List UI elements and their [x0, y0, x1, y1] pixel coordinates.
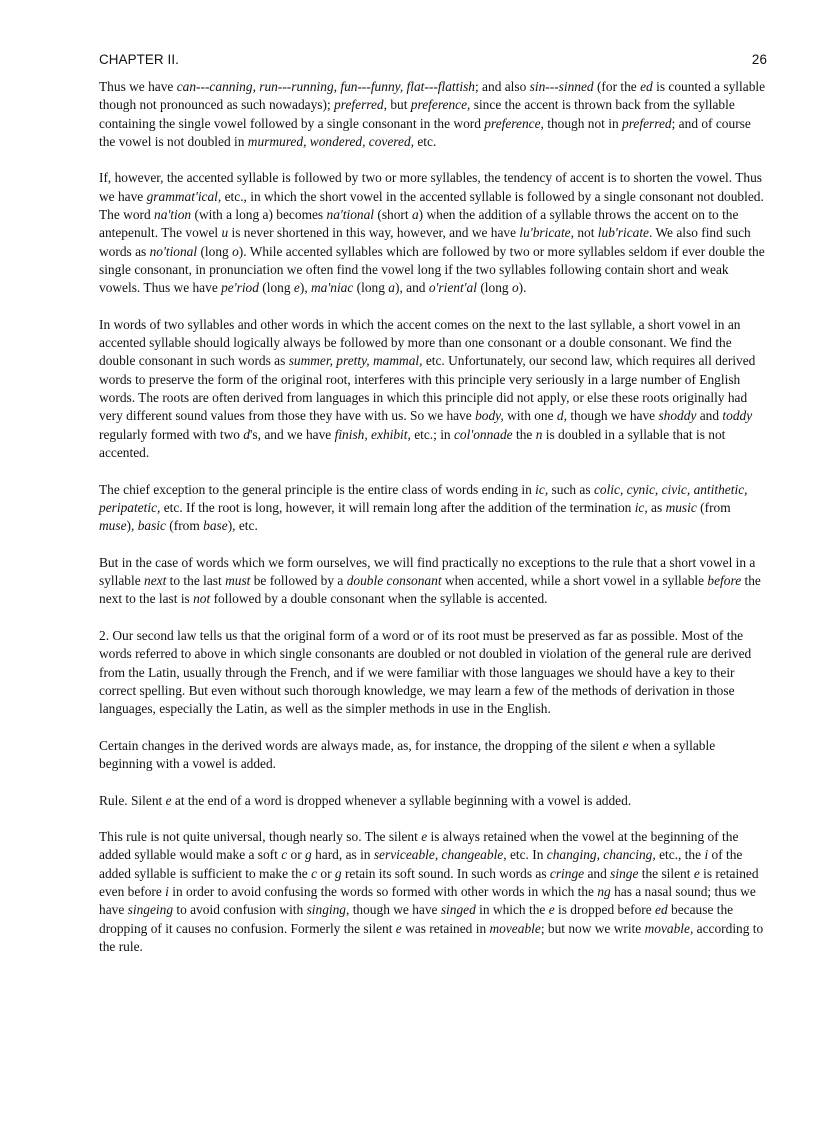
text-run: hard, as in	[311, 847, 374, 863]
italic-term: lub'ricate	[597, 225, 650, 241]
text-run: in order to avoid confusing the words so formed with other words in which the	[168, 884, 598, 900]
text-run: etc. If the root is long, however, it will remain long after the addition of the termination	[160, 499, 635, 515]
text-run: etc., the	[655, 847, 705, 863]
text-run: though not in	[543, 115, 623, 131]
italic-term: e	[395, 920, 402, 936]
text-run: The chief exception to the general principle is the entire class of words ending in	[99, 481, 536, 497]
italic-term: ic,	[535, 481, 549, 497]
italic-term: g	[305, 847, 312, 863]
text-run: (with a long a) becomes	[191, 207, 327, 223]
italic-term: e	[548, 902, 555, 918]
text-run: (short	[374, 207, 412, 223]
italic-term: o	[232, 243, 239, 259]
italic-term: col'onnade	[453, 426, 513, 442]
text-run: (from	[696, 499, 731, 515]
text-run: etc. In	[506, 847, 547, 863]
italic-term: grammat'ical,	[146, 188, 222, 204]
italic-term: basic	[137, 518, 166, 534]
text-run: to the last	[166, 573, 226, 589]
italic-term: ma'niac	[311, 280, 354, 296]
italic-term: finish, exhibit,	[334, 426, 411, 442]
text-run: since the accent is thrown back from the syllable containing the single vowel followed by a single consonant in the word	[99, 97, 735, 131]
text-run: to avoid confusion with	[173, 902, 307, 918]
italic-term: singeing	[127, 902, 174, 918]
italic-term: e	[622, 737, 629, 753]
paragraph	[99, 78, 767, 151]
text-run: the	[512, 426, 536, 442]
chapter-title: CHAPTER II.	[99, 52, 179, 67]
text-run: ). While accented syllables which are followed by two or more syllables seldom if ever double the single consonant, in pronunciation we often find the vowel long if the two syllables following contain short and weak vowels. Thus we have	[99, 243, 765, 296]
text-run: and	[696, 408, 723, 424]
text-run: be followed by a	[250, 573, 347, 589]
italic-term: na'tion	[154, 207, 192, 223]
text-run: (for the	[593, 79, 641, 94]
italic-term: ic,	[634, 499, 648, 515]
italic-term: music	[665, 499, 697, 515]
text-run: as	[647, 499, 666, 515]
text-run: ), and	[394, 280, 429, 296]
text-run: when accented, while a short vowel in a syllable	[441, 573, 708, 589]
text-run: 's, and we have	[250, 426, 335, 442]
italic-term: pe'riod	[221, 280, 259, 296]
text-run: followed by a double consonant when the syllable is accented.	[210, 591, 548, 607]
italic-term: next	[144, 573, 167, 589]
paragraph	[99, 627, 767, 718]
italic-term: e	[693, 865, 700, 881]
italic-term: before	[707, 573, 742, 589]
text-run: 2. Our second law tells us that the original form of a word or of its root must be preserved as far as possible. Most of the words referred to above in which single consonants are doubled or not doubled in violation of the general rule are derived from the Latin, usually through the French, and if we were familiar with those languages we should have a key to their correct spelling. But even without such thorough knowledge, we may learn a few of the methods of derivation in those languages, especially the Latin, as well as the simpler methods in use in the English.	[99, 627, 752, 717]
text-run: ; but now we write	[540, 920, 645, 936]
italic-term: u	[221, 225, 229, 241]
paragraph	[99, 316, 767, 462]
text-run: ).	[518, 280, 527, 296]
italic-term: a	[388, 280, 395, 296]
text-run: is doubled in a syllable that is not accented.	[99, 426, 726, 460]
text-run: etc., in which the short vowel in the accented syllable is followed by a single consonant not doubled. The word	[99, 188, 764, 223]
text-run: Rule. Silent	[99, 792, 166, 808]
italic-term: toddy	[722, 408, 753, 424]
text-run: such as	[548, 481, 594, 497]
text-run: in which the	[475, 902, 549, 918]
paragraph	[99, 737, 767, 774]
paragraph	[99, 481, 767, 536]
italic-term: changing, chancing,	[546, 847, 656, 863]
italic-term: moveable	[489, 920, 541, 936]
text-run: is dropped before	[554, 902, 656, 918]
text-run: according to the rule.	[99, 920, 764, 954]
text-run: etc.	[414, 133, 437, 149]
text-run: because the dropping of it causes no confusion. Formerly the silent	[99, 902, 734, 936]
text-run: with one	[503, 408, 557, 424]
italic-term: summer, pretty, mammal,	[288, 353, 423, 369]
text-run: though we have	[566, 408, 659, 424]
text-run: etc. Unfortunately, our second law, which requires all derived words to preserve the form of the original root, interferes with this principle very seriously in a large number of English words. The roots are often derived from languages in which this principle did not apply, or else these roots originally had very different sound values from those they have with us. So we have	[99, 353, 756, 424]
italic-term: singed	[440, 902, 476, 918]
text-run: (long	[476, 280, 512, 296]
italic-term: c	[311, 865, 318, 881]
text-run: is retained even before	[99, 865, 759, 900]
text-run: but	[386, 97, 411, 113]
text-run: has a nasal sound; thus we have	[99, 884, 756, 918]
italic-term: must	[225, 573, 251, 589]
text-run: regularly formed with two	[99, 426, 244, 442]
italic-term: e	[165, 792, 172, 808]
text-run: (from	[165, 518, 204, 534]
text-run: Certain changes in the derived words are always made, as, for instance, the dropping of the silent	[99, 737, 623, 753]
italic-term: g	[334, 865, 342, 881]
italic-term: e	[421, 829, 428, 845]
italic-term: lu'bricate,	[519, 225, 574, 241]
text-run: or	[317, 865, 335, 881]
italic-term: i	[704, 847, 709, 863]
paragraph	[99, 169, 767, 297]
italic-term: d	[243, 426, 250, 442]
text-run: was retained in	[401, 920, 490, 936]
text-run: Thus we have	[99, 79, 177, 94]
italic-term: ed	[640, 79, 653, 94]
italic-term: preferred,	[334, 97, 387, 113]
text-run: ; and of course the vowel is not doubled in	[99, 115, 751, 149]
italic-term: body,	[475, 408, 504, 424]
text-run: though we have	[349, 902, 441, 918]
text-run: But in the case of words which we form ourselves, we will find practically no exceptions to the rule that a short vowel in a syllable	[99, 554, 756, 589]
text-run: ),	[126, 518, 138, 534]
italic-term: double consonant	[346, 573, 442, 589]
text-run: . We also find such words as	[99, 225, 751, 259]
text-run: and	[584, 865, 611, 881]
text-run: when a syllable beginning with a vowel is added.	[99, 737, 716, 771]
italic-term: a	[411, 207, 419, 223]
text-run: is counted a syllable though not pronounced as such nowadays);	[99, 79, 766, 113]
italic-term: serviceable, changeable,	[373, 847, 507, 863]
italic-term: muse	[99, 518, 127, 534]
text-run: ), etc.	[227, 518, 258, 534]
paragraph	[99, 554, 767, 609]
paragraph	[99, 792, 767, 810]
italic-term: no'tional	[149, 243, 198, 259]
text-run: the next to the last is	[99, 573, 761, 607]
italic-term: preference,	[484, 115, 544, 131]
text-run: (long	[197, 243, 233, 259]
text-run: (long	[258, 280, 294, 296]
italic-term: na'tional	[326, 207, 375, 223]
text-run: etc.; in	[410, 426, 454, 442]
body-text	[99, 78, 767, 956]
italic-term: singing,	[306, 902, 350, 918]
italic-term: o'rient'al	[428, 280, 477, 296]
text-run: ) when the addition of a syllable throws the accent on to the antepenult. The vowel	[99, 207, 739, 241]
text-run: of the added syllable is sufficient to make the	[99, 847, 743, 881]
italic-term: ng	[597, 884, 611, 900]
italic-term: n	[535, 426, 543, 442]
page-number: 26	[751, 52, 767, 67]
document-page	[99, 52, 767, 975]
italic-term: preference,	[410, 97, 471, 113]
italic-term: can---canning, run---running, fun---funny, flat---flattish	[176, 79, 475, 94]
italic-term: o	[511, 280, 519, 296]
italic-term: not	[193, 591, 211, 607]
italic-term: sin---sinned	[529, 79, 594, 94]
italic-term: murmured, wondered, covered,	[247, 133, 415, 149]
italic-term: e	[293, 280, 300, 296]
text-run: If, however, the accented syllable is followed by two or more syllables, the tendency of accent is to shorten the vowel. Thus we have	[99, 170, 762, 204]
italic-term: cringe	[549, 865, 585, 881]
text-run: retain its soft sound. In such words as	[341, 865, 550, 881]
text-run: ; and also	[474, 79, 530, 94]
page-header	[99, 52, 767, 67]
text-run: not	[573, 225, 598, 241]
text-run: This rule is not quite universal, though nearly so. The silent	[99, 829, 422, 845]
italic-term: colic, cynic, civic, antithetic, peripatetic,	[99, 481, 748, 515]
italic-term: c	[281, 847, 288, 863]
text-run: In words of two syllables and other words in which the accent comes on the next to the last syllable, a short vowel in an accented syllable should logically always be followed by more than one consonant or a double consonant. We find the double consonant in such words as	[99, 316, 741, 369]
italic-term: preferred	[622, 115, 672, 131]
text-run: ),	[299, 280, 312, 296]
italic-term: movable,	[644, 920, 694, 936]
italic-term: i	[165, 884, 169, 900]
italic-term: d,	[556, 408, 567, 424]
italic-term: singe	[610, 865, 639, 881]
text-run: or	[287, 847, 306, 863]
paragraph	[99, 828, 767, 956]
italic-term: ed	[655, 902, 668, 918]
text-run: (long	[353, 280, 389, 296]
text-run: is never shortened in this way, however, and we have	[228, 225, 520, 241]
text-run: at the end of a word is dropped whenever a syllable beginning with a vowel is added.	[171, 792, 632, 808]
text-run: is always retained when the vowel at the beginning of the added syllable would make a soft	[99, 829, 739, 863]
text-run: the silent	[638, 865, 694, 881]
italic-term: shoddy	[658, 408, 697, 424]
italic-term: base	[203, 518, 228, 534]
